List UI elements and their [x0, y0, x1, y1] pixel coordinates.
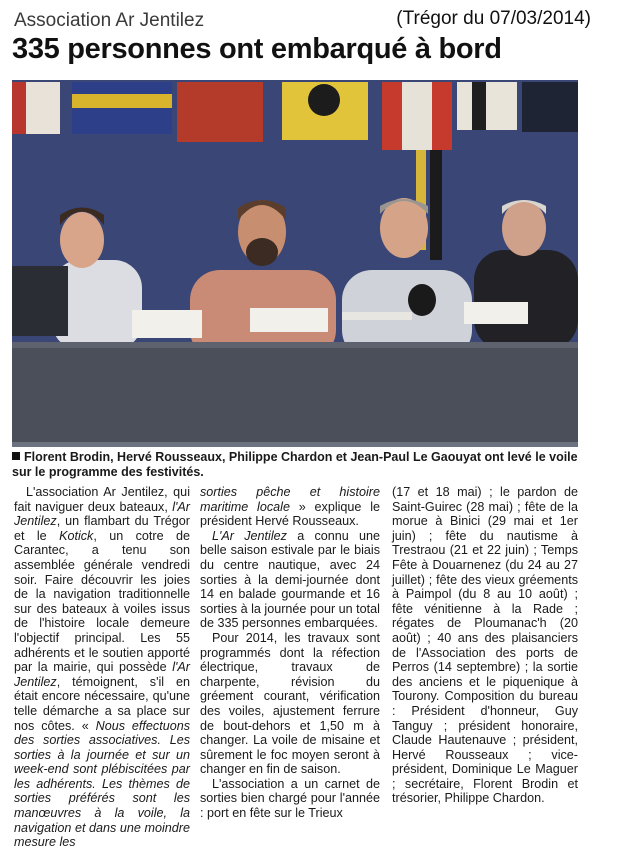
name-card: [132, 310, 202, 338]
article-photo: [12, 80, 578, 447]
bullet-square-icon: [12, 452, 20, 460]
laptop: [12, 266, 68, 336]
name-card: [250, 308, 328, 332]
paragraph: Pour 2014, les travaux sont programmés dont la réfection électrique, travaux de charpente, révision du gréement courant, vérification des voiles, ajustement ferrure de bout-dehors et 1,50 m à changer. La voile de misaine et sûrement le foc moyen seront à changer en fin de saison.: [200, 630, 380, 777]
photo-caption: Florent Brodin, Hervé Rousseaux, Philippe Chardon et Jean-Paul Le Gaouyat ont levé le voile sur le programme des festivités.: [12, 450, 578, 479]
paragraph: L'association Ar Jentilez, qui fait naviguer deux bateaux, l'Ar Jentilez, un flambart du Trégor et le Kotick, un cotre de Carantec, a tenu son assemblée générale vendredi soir. Faire découvrir les joies de la navigation traditionnelle sur des bateaux à voiles issus de l'histoire locale demeure l'objectif principal. Les 55 adhérents et le soutien apporté par la mairie, qui possède l'Ar Jentilez, témoignent, s'il en était encore nécessaire, qu'une telle démarche a sa place sur nos côtes. « Nous effectuons des sorties associatives. Les sorties à la journée et sur un week-end sont plébiscitées par les adhérents. Les thèmes de sorties préférés sont les manœuvres à la voile, la navigation et dans une moindre mesure les: [14, 485, 190, 850]
table-cloth: [12, 342, 578, 442]
article-column-3: [392, 485, 578, 806]
section-kicker: Association Ar Jentilez: [14, 10, 205, 31]
headline: 335 personnes ont embarqué à bord: [12, 33, 502, 65]
paragraph: L'association a un carnet de sorties bien chargé pour l'année : port en fête sur le Trieux: [200, 776, 380, 821]
article-column-1: [14, 485, 190, 850]
paragraph: (17 et 18 mai) ; le pardon de Saint-Guirec (28 mai) ; fête de la morue à Binici (29 mai et 1er juin) ; fête du nautisme à Trestraou (21 et 22 juin) ; Temps Fête à Douarnenez (du 24 au 27 juillet) ; fête des vieux gréements à Paimpol (du 8 au 10 août) ; fête vénitienne à la Rade ; régates de Ploumanac'h (20 août) ; 40 ans des plaisanciers de l'Association des ports de Perros (14 septembre) ; la sortie des anciens et le piquenique à Tourony. Composition du bureau : Président d'honneur, Guy Tanguy ; président honoraire, Claude Hautenauve ; président, Hervé Rousseaux ; vice-président, Dominique Le Maguer ; secrétaire, Florent Brodin et trésorier, Philippe Chardon.: [392, 485, 578, 806]
paragraph: L'Ar Jentilez a connu une belle saison estivale par le biais du centre nautique, avec 24 sorties à la demi-journée dont 14 en balade gourmande et 16 sorties à la journée pour un total de 335 personnes embarquées.: [200, 528, 381, 631]
paragraph: sorties pêche et histoire maritime locale » explique le président Hervé Rousseaux.: [200, 485, 381, 529]
papers: [342, 312, 412, 320]
article-column-2: [200, 485, 380, 821]
photo-illustration: [12, 80, 578, 447]
source-date: (Trégor du 07/03/2014): [396, 8, 591, 29]
name-card: [464, 302, 528, 324]
